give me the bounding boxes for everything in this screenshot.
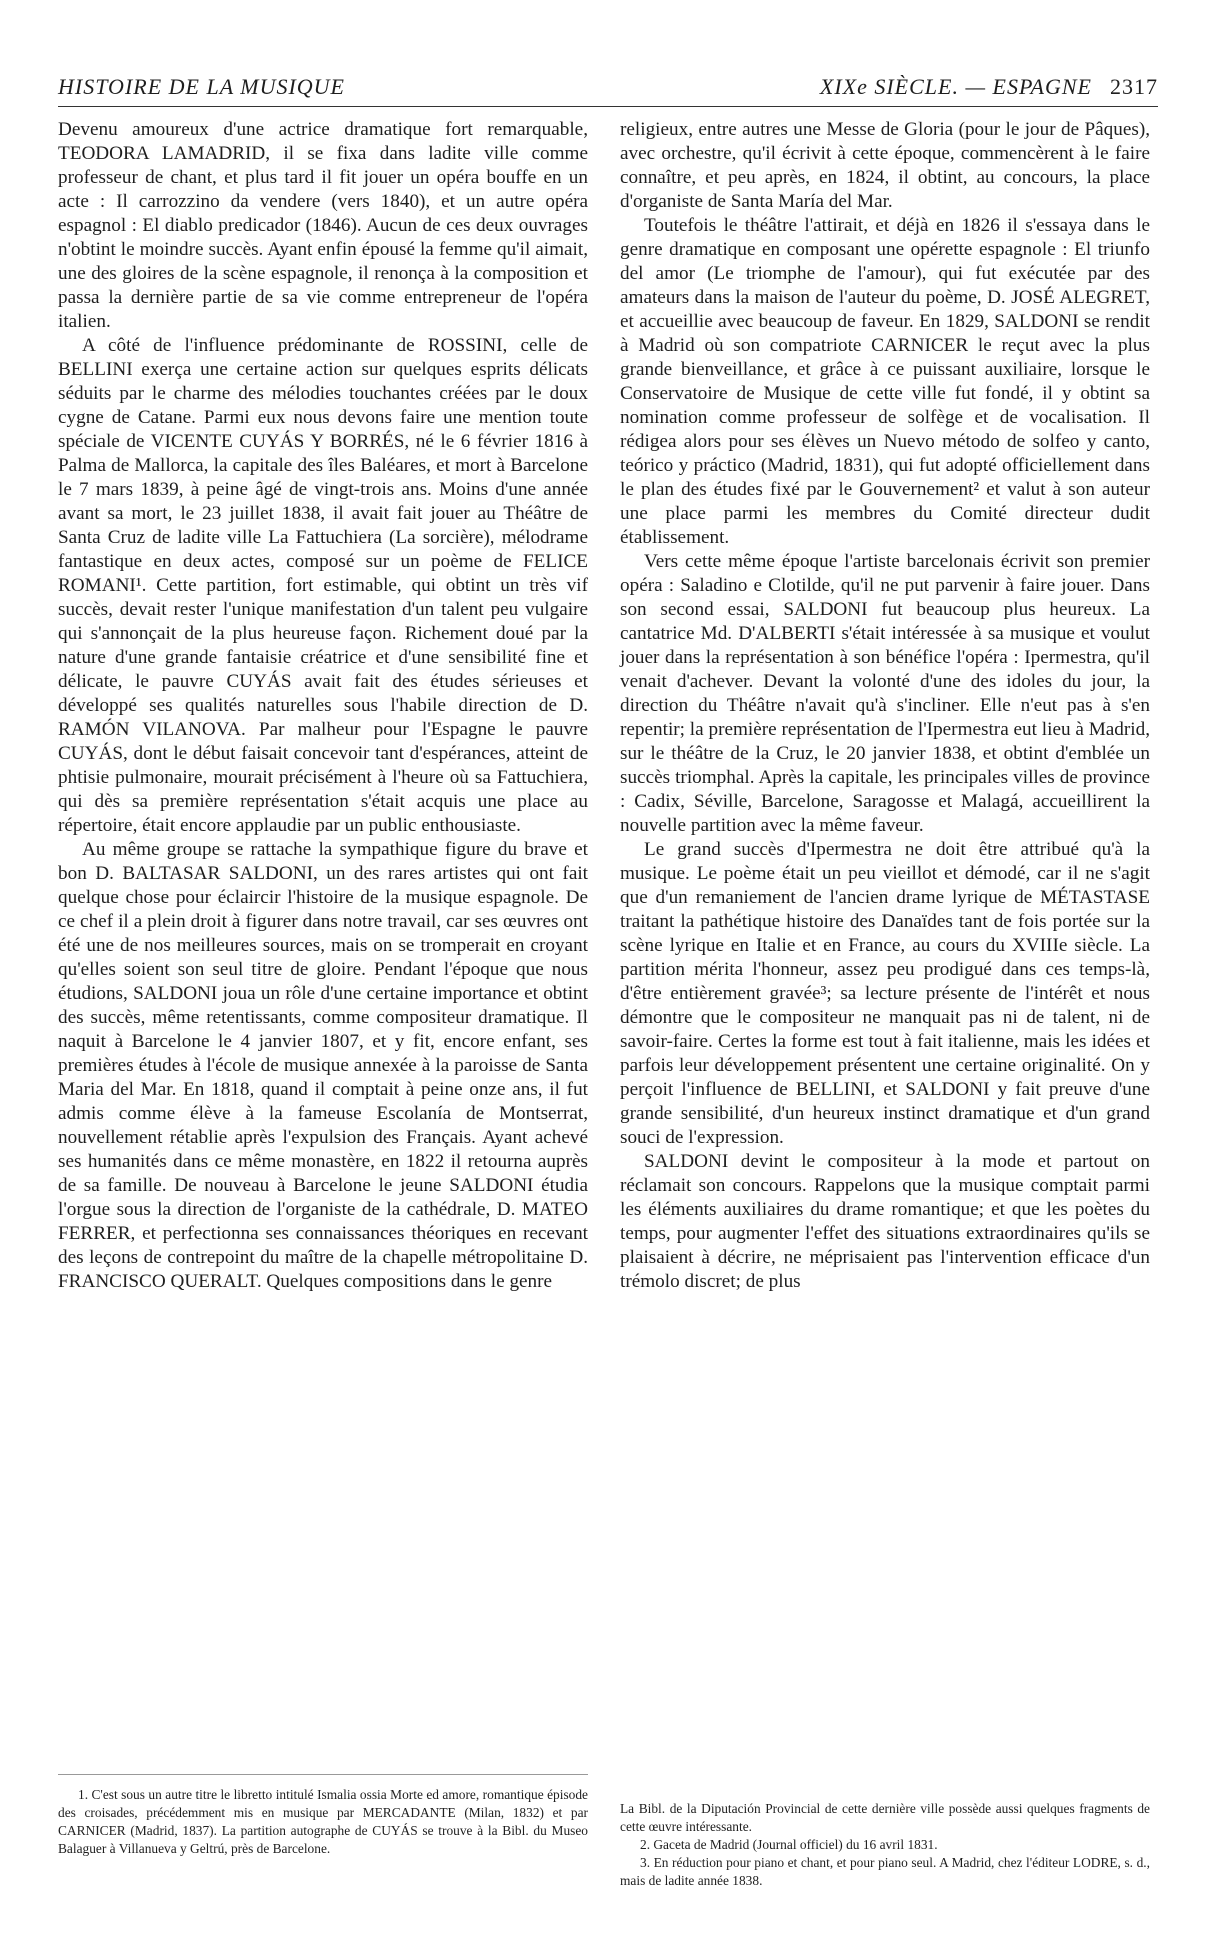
running-header: [58, 74, 1158, 104]
page-number: 2317: [1110, 74, 1158, 99]
paragraph: Toutefois le théâtre l'attirait, et déjà en 1826 il s'essaya dans le genre dramatique en composant une opérette espagnole : El triunfo del amor (Le triomphe de l'amour), qui fut exécutée par des amateurs dans la maison de l'auteur du poème, D. JOSÉ ALEGRET, et accueillie avec beaucoup de faveur. En 1829, SALDONI se rendit à Madrid où son compatriote CARNICER le reçut avec la plus grande bienveillance, et grâce à ce puissant auxiliaire, lorsque le Conservatoire de Musique de cette ville fut fondé, il y obtint sa nomination comme professeur de solfège et de vocalisation. Il rédigea alors pour ses élèves un Nuevo método de solfeo y canto, teórico y práctico (Madrid, 1831), qui fut adopté officiellement dans le plan des études fixé par le Gouvernement² et valut à son auteur une place parmi les membres du Comité directeur dudit établissement.: [620, 215, 1150, 548]
paragraph: Vers cette même époque l'artiste barcelonais écrivit son premier opéra : Saladino e Clotilde, qu'il ne put parvenir à faire jouer. Dans son second essai, SALDONI fut beaucoup plus heureux. La cantatrice Md. D'ALBERTI s'était intéressée à sa musique et voulut jouer dans la représentation à son bénéfice l'opéra : Ipermestra, qu'il venait d'achever. Devant la volonté d'une des idoles du jour, la direction du Théâtre n'avait qu'à s'incliner. Elle n'eut pas à s'en repentir; la première représentation de l'Ipermestra eut lieu à Madrid, sur le théâtre de la Cruz, le 20 janvier 1838, et obtint d'emblée un succès triomphal. Après la capitale, les principales villes de province : Cadix, Séville, Barcelone, Saragosse et Malagá, accueillirent la nouvelle partition avec la même faveur.: [620, 551, 1150, 836]
footnote: 1. C'est sous un autre titre le libretto intitulé Ismalia ossia Morte ed amore, romantique épisode des croisades, précédemment mis en musique par MERCADANTE (Milan, 1832) et par CARNICER (Madrid, 1837). La partition autographe de CUYÁS se trouve à la Bibl. du Museo Balaguer à Villanueva y Geltrú, près de Barcelone.: [58, 1787, 588, 1856]
footnote: 3. En réduction pour piano et chant, et pour piano seul. A Madrid, chez l'éditeur LODRE, s. d., mais de ladite année 1838.: [620, 1855, 1150, 1888]
footnote: La Bibl. de la Diputación Provincial de cette dernière ville possède aussi quelques fragments de cette œuvre intéressante.: [620, 1801, 1150, 1834]
paragraph: Devenu amoureux d'une actrice dramatique fort remarquable, TEODORA LAMADRID, il se fixa dans ladite ville comme professeur de chant, et plus tard il fit jouer un opéra bouffe en un acte : Il carrozzino da vendere (vers 1840), et un autre opéra espagnol : El diablo predicador (1846). Aucun de ces deux ouvrages n'obtint le moindre succès. Ayant enfin épousé la femme qu'il aimait, une des gloires de la scène espagnole, il renonça à la composition et passa la dernière partie de sa vie comme entrepreneur de l'opéra italien.: [58, 119, 588, 332]
footnotes-left: [58, 1786, 588, 1858]
footnotes-right: [620, 1800, 1150, 1890]
footnote: 2. Gaceta de Madrid (Journal officiel) du 16 avril 1831.: [640, 1837, 938, 1852]
header-rule: [58, 106, 1158, 107]
left-column: [58, 118, 588, 1294]
paragraph: Le grand succès d'Ipermestra ne doit être attribué qu'à la musique. Le poème était un peu vieillot et démodé, car il ne s'agit que d'un remaniement de l'ancien drame lyrique de MÉTASTASE traitant la pathétique histoire des Danaïdes tant de fois portée sur la scène lyrique en Italie et en France, au cours du XVIIIe siècle. La partition mérita l'honneur, assez peu prodigué dans ces temps-là, d'être entièrement gravée³; sa lecture présente de l'intérêt et nous démontre que le compositeur ne manquait pas ni de talent, ni de savoir-faire. Certes la forme est tout à fait italienne, mais les idées et parfois leur développement présentent une certaine originalité. On y perçoit l'influence de BELLINI, et SALDONI y fait preuve d'une grande sensibilité, d'un heureux instinct dramatique et d'un grand souci de l'expression.: [620, 839, 1150, 1148]
paragraph: religieux, entre autres une Messe de Gloria (pour le jour de Pâques), avec orchestre, qu'il écrivit à cette époque, commencèrent à le faire connaître, et peu après, en 1824, il obtint, au concours, la place d'organiste de Santa María del Mar.: [620, 119, 1150, 212]
running-title: HISTOIRE DE LA MUSIQUE: [58, 74, 345, 99]
section-title: [820, 74, 1158, 100]
paragraph: A côté de l'influence prédominante de ROSSINI, celle de BELLINI exerça une certaine action sur quelques esprits délicats séduits par le charme des mélodies touchantes créées par le doux cygne de Catane. Parmi eux nous devons faire une mention toute spéciale de VICENTE CUYÁS Y BORRÉS, né le 6 février 1816 à Palma de Mallorca, la capitale des îles Baléares, et mort à Barcelone le 7 mars 1839, à peine âgé de vingt-trois ans. Moins d'une année avant sa mort, le 23 juillet 1838, il avait fait jouer au Théâtre de Santa Cruz de ladite ville La Fattuchiera (La sorcière), mélodrame fantastique en deux actes, composé sur un poème de FELICE ROMANI¹. Cette partition, fort estimable, qui obtint un très vif succès, devait rester l'unique manifestation d'un talent peu vulgaire qui s'annonçait de la plus heureuse façon. Richement doué par la nature d'une grande fantaisie créatrice et d'une sensibilité fine et délicate, le pauvre CUYÁS avait fait des études sérieuses et développé ses qualités naturelles sous l'habile direction de D. RAMÓN VILANOVA. Par malheur pour l'Espagne le pauvre CUYÁS, dont le début faisait concevoir tant d'espérances, atteint de phtisie pulmonaire, mourait précisément à l'heure où sa Fattuchiera, qui dès sa première représentation s'était acquis une place au répertoire, était encore applaudie par un public enthousiaste.: [58, 335, 588, 836]
section-label: XIXe SIÈCLE. — ESPAGNE: [819, 74, 1092, 99]
paragraph: Au même groupe se rattache la sympathique figure du brave et bon D. BALTASAR SALDONI, un des rares artistes qui ont fait quelque chose pour éclaircir l'histoire de la musique espagnole. De ce chef il a plein droit à figurer dans notre travail, car ses œuvres ont été une de nos meilleures sources, mais on se tromperait en croyant qu'elles soient son seul titre de gloire. Pendant l'époque que nous étudions, SALDONI joua un rôle d'une certaine importance et obtint des succès, même retentissants, comme compositeur dramatique. Il naquit à Barcelone le 4 janvier 1807, et y fit, encore enfant, ses premières études à l'école de musique annexée à la paroisse de Santa Maria del Mar. En 1818, quand il comptait à peine onze ans, il fut admis comme élève à la fameuse Escolanía de Montserrat, nouvellement rétablie après l'expulsion des Français. Ayant achevé ses humanités dans ce même monastère, en 1822 il retourna auprès de sa famille. De nouveau à Barcelone le jeune SALDONI étudia l'orgue sous la direction de l'organiste de la cathédrale, D. MATEO FERRER, et perfectionna ses connaissances théoriques en recevant des leçons de contrepoint du maître de la chapelle métropolitaine D. FRANCISCO QUERALT. Quelques compositions dans le genre: [58, 839, 588, 1292]
footnote-rule-left: [58, 1774, 588, 1775]
right-column: [620, 118, 1150, 1294]
paragraph: SALDONI devint le compositeur à la mode et partout on réclamait son concours. Rappelons que la musique comptait parmi les éléments auxiliaires du drame romantique; et que les poètes du temps, pour augmenter l'effet des situations extraordinaires qu'ils se plaisaient à décrire, ne méprisaient pas l'intervention efficace d'un trémolo discret; de plus: [620, 1151, 1150, 1292]
